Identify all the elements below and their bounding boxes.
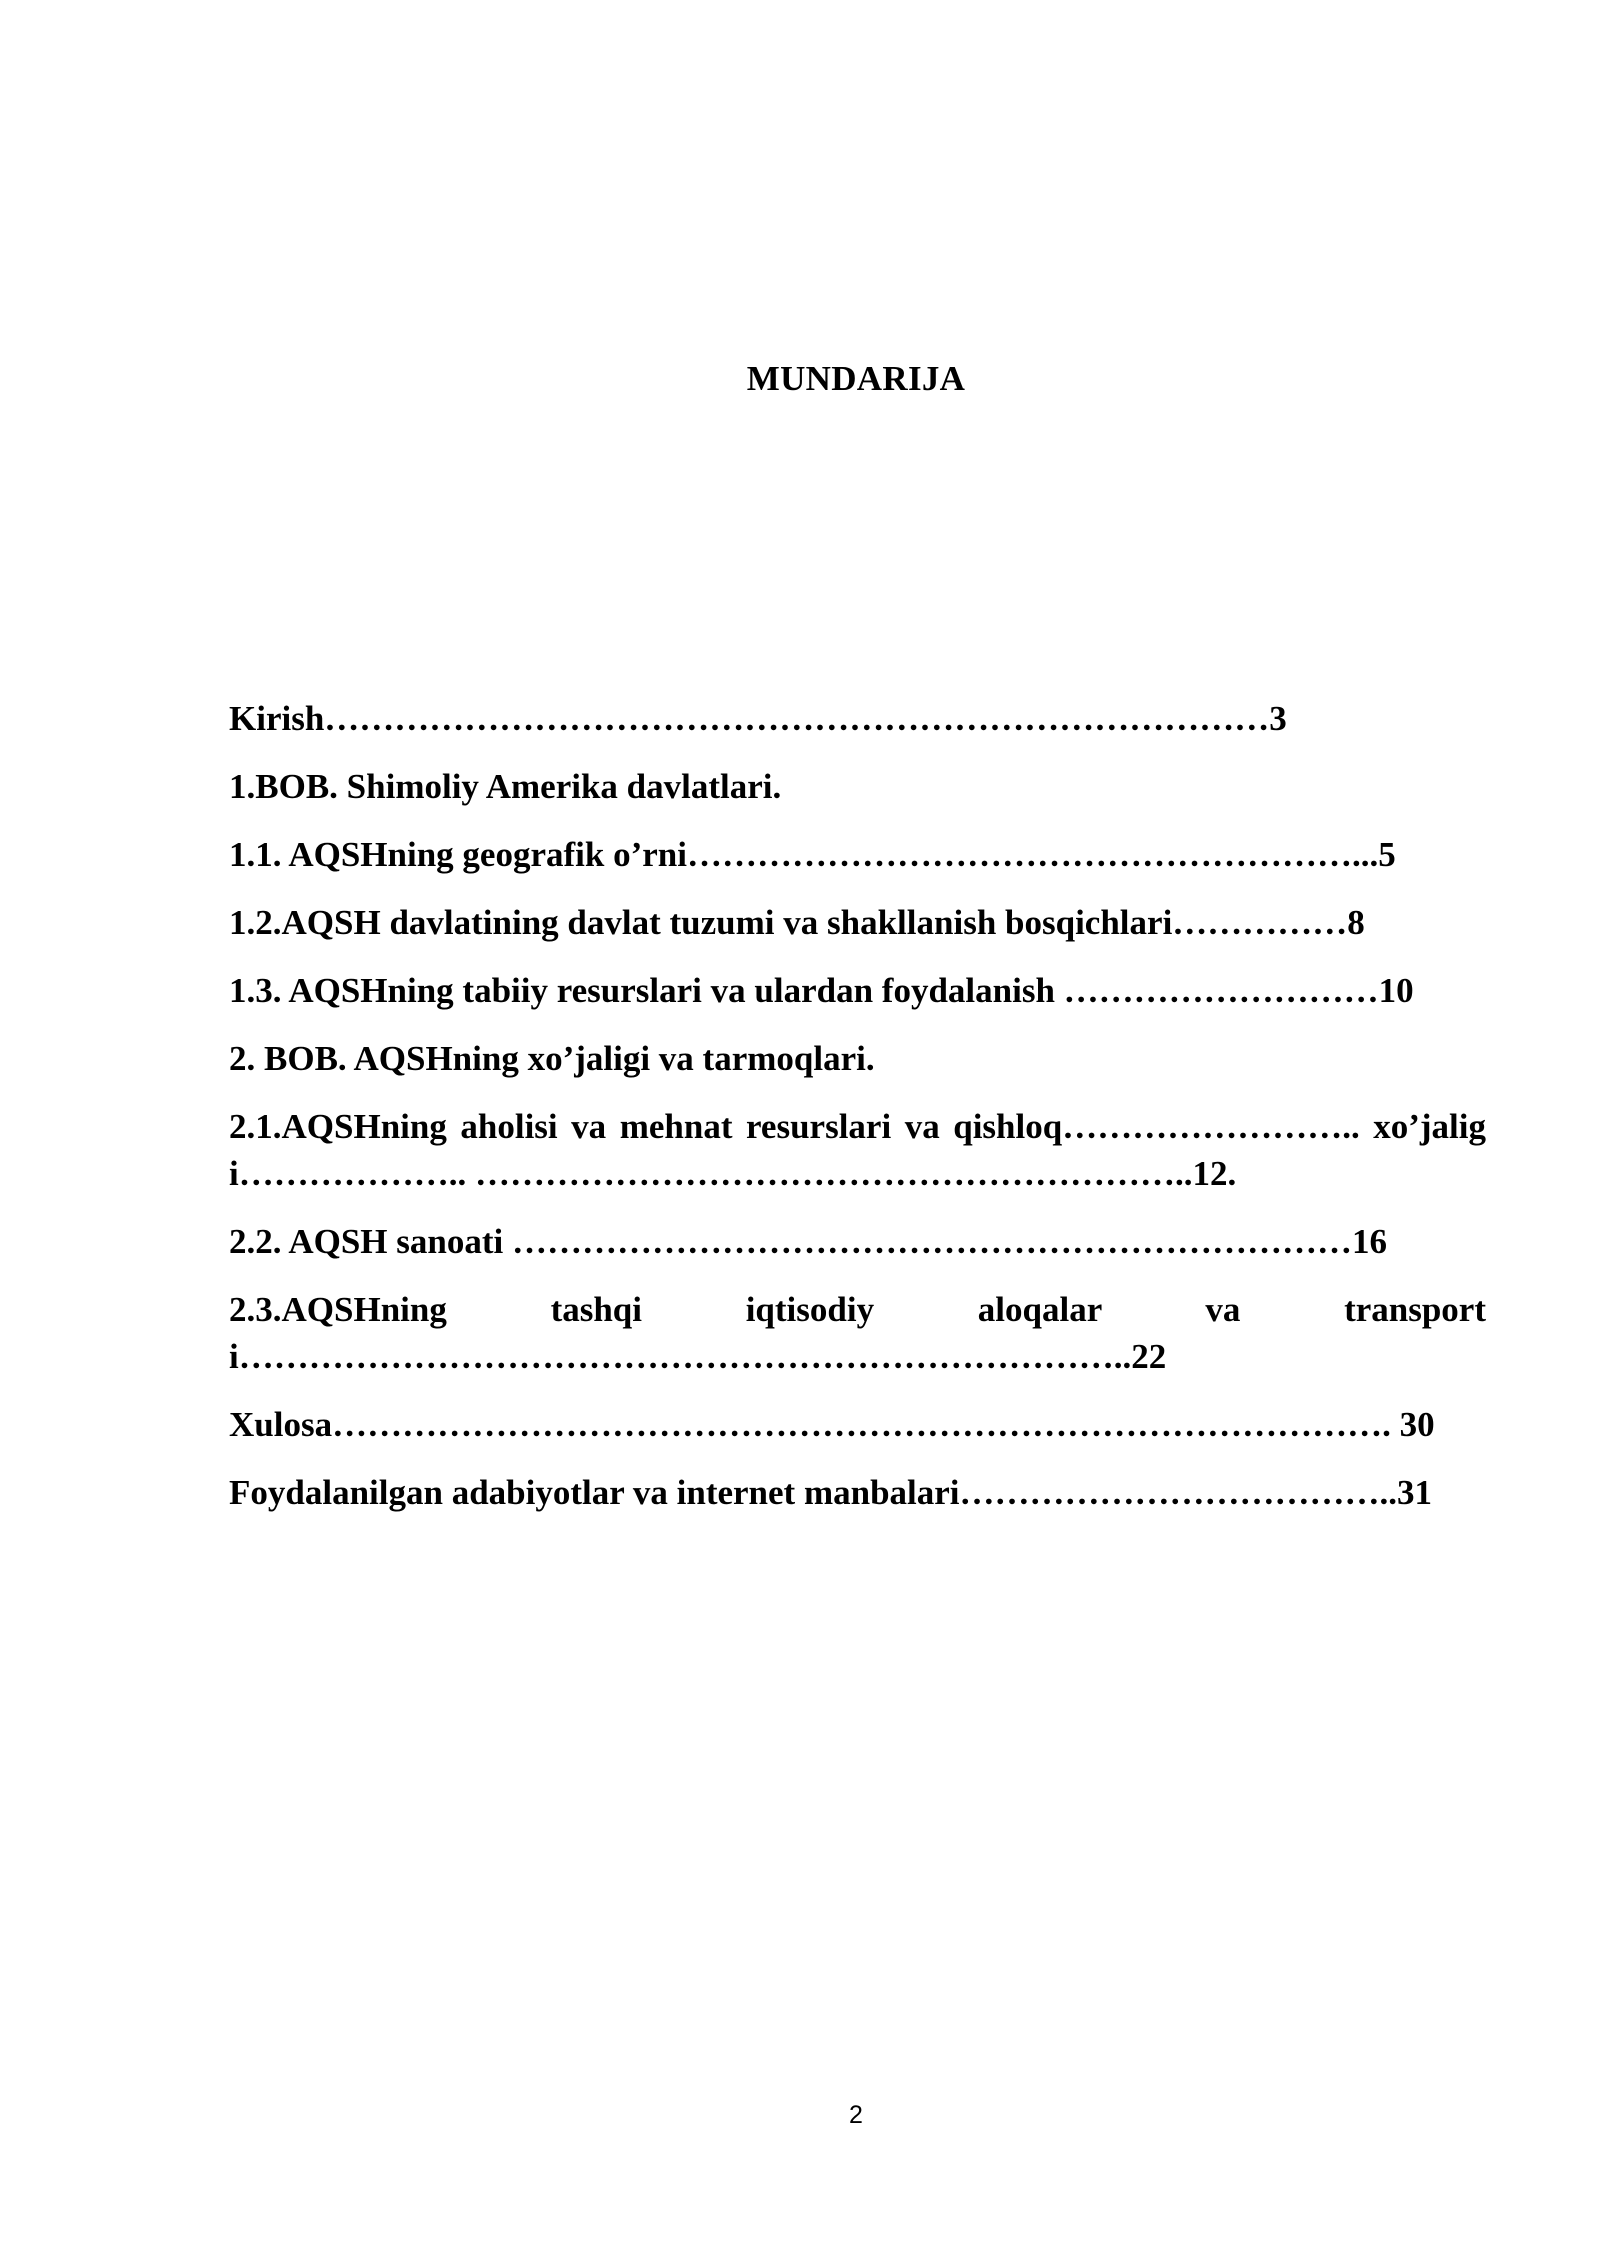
- toc-entry-2-1: 2.1.AQSHning aholisi va mehnat resurslari va qishloq…………………….. xo’jaligi……………….. ……………………………………………………..12.: [229, 1107, 1486, 1193]
- toc-entry-1-1: 1.1. AQSHning geografik o’rni…………………………………………………...5: [229, 835, 1396, 874]
- toc-entry-2-2: 2.2. AQSH sanoati ………………………………………………………………16: [229, 1222, 1387, 1261]
- table-of-contents: [229, 695, 1486, 1537]
- toc-entry-chapter-2: 2. BOB. AQSHning xo’jaligi va tarmoqlari.: [229, 1039, 875, 1078]
- toc-entry-1-2: 1.2.AQSH davlatining davlat tuzumi va shakllanish bosqichlari……………8: [229, 903, 1365, 942]
- toc-entry-chapter-1: 1.BOB. Shimoliy Amerika davlatlari.: [229, 767, 782, 806]
- toc-entry-kirish: Kirish………………………………………………………………………3: [229, 699, 1287, 738]
- page-title: MUNDARIJA: [746, 359, 966, 398]
- toc-entry-xulosa: Xulosa………………………………………………………………………………. 30: [229, 1405, 1435, 1444]
- toc-entry-2-3: 2.3.AQSHning tashqi iqtisodiy aloqalar va transporti…………………………………………………………………..22: [229, 1290, 1486, 1376]
- toc-entry-1-3: 1.3. AQSHning tabiiy resurslari va ulardan foydalanish ………………………10: [229, 971, 1414, 1010]
- page-number: 2: [849, 2101, 863, 2129]
- toc-entry-references: Foydalanilgan adabiyotlar va internet manbalari………………………………..31: [229, 1473, 1433, 1512]
